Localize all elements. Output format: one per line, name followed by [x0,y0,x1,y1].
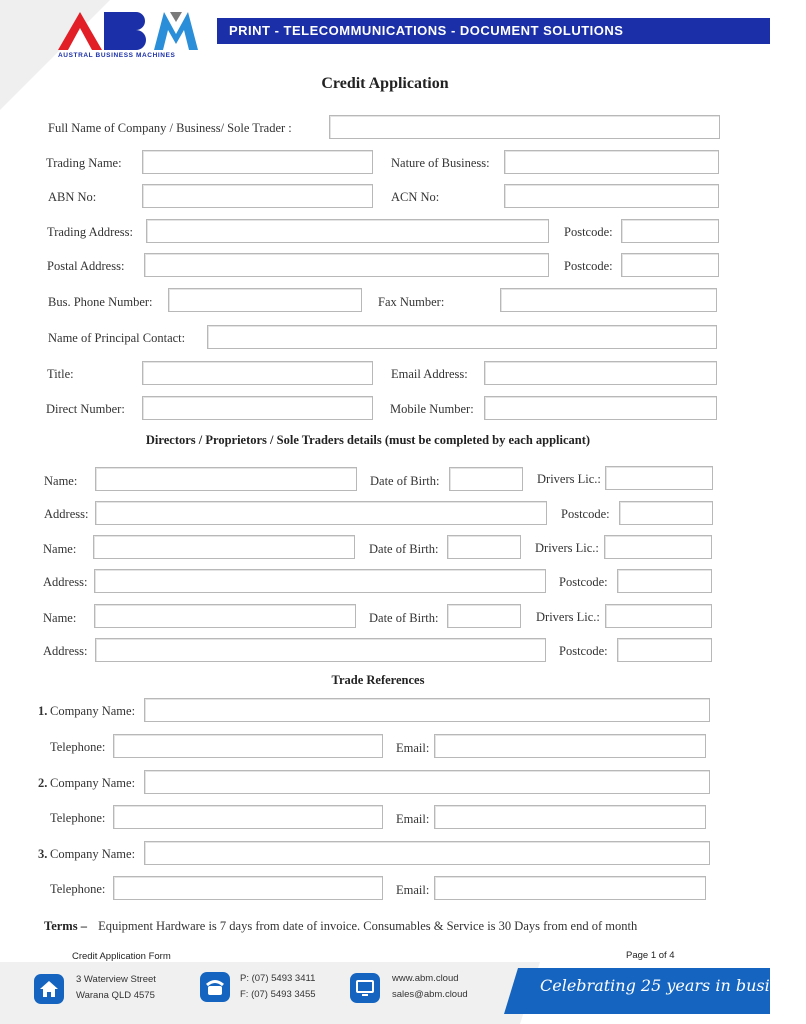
director-1-postcode-label: Postcode: [561,507,610,521]
address-icon [34,974,64,1004]
ref-3-telephone-label: Telephone: [50,882,106,896]
director-3-address-label: Address: [43,644,88,658]
principal-field[interactable] [207,325,717,349]
abn-field[interactable] [142,184,373,208]
ref-3-telephone-field[interactable] [113,876,383,900]
director-2-name-field[interactable] [93,535,355,559]
postal-postcode-field[interactable] [621,253,719,277]
footer-phone[interactable]: P: (07) 5493 3411 [240,973,316,984]
ref-2-company-label: Company Name: [50,776,136,790]
footer-web[interactable]: www.abm.cloud [392,973,459,984]
postal-address-field[interactable] [144,253,549,277]
footer-address-1: 3 Waterview Street [76,974,156,985]
logo-mark [58,8,218,52]
footer-bar [0,962,806,1024]
director-3-dob-field[interactable] [447,604,521,628]
footer-page-number: Page 1 of 4 [626,950,675,961]
title-label: Title: [47,367,74,381]
full-name-label: Full Name of Company / Business/ Sole Trader : [48,121,292,135]
ref-3-email-field[interactable] [434,876,706,900]
direct-label: Direct Number: [46,402,125,416]
director-3-postcode-label: Postcode: [559,644,608,658]
terms [44,919,637,934]
director-2-name-label: Name: [43,542,77,556]
phone-icon [200,972,230,1002]
web-icon [350,973,380,1003]
fax-field[interactable] [500,288,717,312]
footer-fax: F: (07) 5493 3455 [240,989,316,1000]
tagline: PRINT - TELECOMMUNICATIONS - DOCUMENT SOLUTIONS [229,23,624,38]
director-2-postcode-label: Postcode: [559,575,608,589]
director-2-address-label: Address: [43,575,88,589]
fax-label: Fax Number: [378,295,445,309]
director-2-dob-field[interactable] [447,535,521,559]
ref-2-company-field[interactable] [144,770,710,794]
principal-label: Name of Principal Contact: [48,331,186,345]
director-2-postcode-field[interactable] [617,569,712,593]
ref-2-telephone-label: Telephone: [50,811,106,825]
ref-3-email-label: Email: [396,883,430,897]
logo [58,8,218,64]
director-3-drivers-label: Drivers Lic.: [536,610,600,624]
header [0,0,770,70]
ref-3-num: 3. [38,847,48,861]
director-1-name-label: Name: [44,474,78,488]
ref-2-email-field[interactable] [434,805,706,829]
email-field[interactable] [484,361,717,385]
director-3-dob-label: Date of Birth: [369,611,439,625]
title-field[interactable] [142,361,373,385]
director-1-dob-label: Date of Birth: [370,474,440,488]
director-1-drivers-field[interactable] [605,466,713,490]
tagline-banner [217,18,770,44]
full-name-field[interactable] [329,115,720,139]
footer-form-name: Credit Application Form [72,951,171,962]
ref-2-email-label: Email: [396,812,430,826]
director-2-address-field[interactable] [94,569,546,593]
director-3-drivers-field[interactable] [605,604,712,628]
ref-1-telephone-label: Telephone: [50,740,106,754]
abn-label: ABN No: [48,190,97,204]
ref-2-telephone-field[interactable] [113,805,383,829]
trading-name-label: Trading Name: [46,156,122,170]
terms-label: Terms – [44,919,87,933]
direct-field[interactable] [142,396,373,420]
trading-address-field[interactable] [146,219,549,243]
ref-2-num: 2. [38,776,48,790]
trading-postcode-field[interactable] [621,219,719,243]
director-1-postcode-field[interactable] [619,501,713,525]
acn-label: ACN No: [391,190,440,204]
director-2-drivers-field[interactable] [604,535,712,559]
director-1-name-field[interactable] [95,467,357,491]
trading-postcode-label: Postcode: [564,225,613,239]
director-3-name-label: Name: [43,611,77,625]
trading-address-label: Trading Address: [47,225,134,239]
postal-postcode-label: Postcode: [564,259,613,273]
ref-3-company-label: Company Name: [50,847,136,861]
footer-email[interactable]: sales@abm.cloud [392,989,468,1000]
footer-address-2: Warana QLD 4575 [76,990,155,1001]
ref-1-company-field[interactable] [144,698,710,722]
phone-label: Bus. Phone Number: [48,295,153,309]
director-3-name-field[interactable] [94,604,356,628]
trade-heading: Trade References [331,673,425,687]
ref-1-email-label: Email: [396,741,430,755]
ref-1-company-label: Company Name: [50,704,136,718]
phone-field[interactable] [168,288,362,312]
celebrating-banner: Celebrating 25 years in business [540,976,806,995]
nature-field[interactable] [504,150,719,174]
mobile-field[interactable] [484,396,717,420]
ref-3-company-field[interactable] [144,841,710,865]
ref-1-email-field[interactable] [434,734,706,758]
director-1-address-label: Address: [44,507,89,521]
page-title: Credit Application [321,75,449,92]
mobile-label: Mobile Number: [390,402,474,416]
director-1-address-field[interactable] [95,501,547,525]
email-label: Email Address: [391,367,468,381]
acn-field[interactable] [504,184,719,208]
directors-heading: Directors / Proprietors / Sole Traders details (must be completed by each applicant) [145,433,591,447]
director-1-drivers-label: Drivers Lic.: [537,472,601,486]
terms-text: Equipment Hardware is 7 days from date of invoice. Consumables & Service is 30 Days from end of month [98,919,638,933]
logo-subtitle: AUSTRAL BUSINESS MACHINES [58,52,176,59]
director-3-postcode-field[interactable] [617,638,712,662]
director-2-dob-label: Date of Birth: [369,542,439,556]
director-2-drivers-label: Drivers Lic.: [535,541,599,555]
trading-name-field[interactable] [142,150,373,174]
postal-address-label: Postal Address: [47,259,125,273]
ref-1-telephone-field[interactable] [113,734,383,758]
director-3-address-field[interactable] [95,638,546,662]
nature-label: Nature of Business: [391,156,490,170]
director-1-dob-field[interactable] [449,467,523,491]
ref-1-num: 1. [38,704,48,718]
